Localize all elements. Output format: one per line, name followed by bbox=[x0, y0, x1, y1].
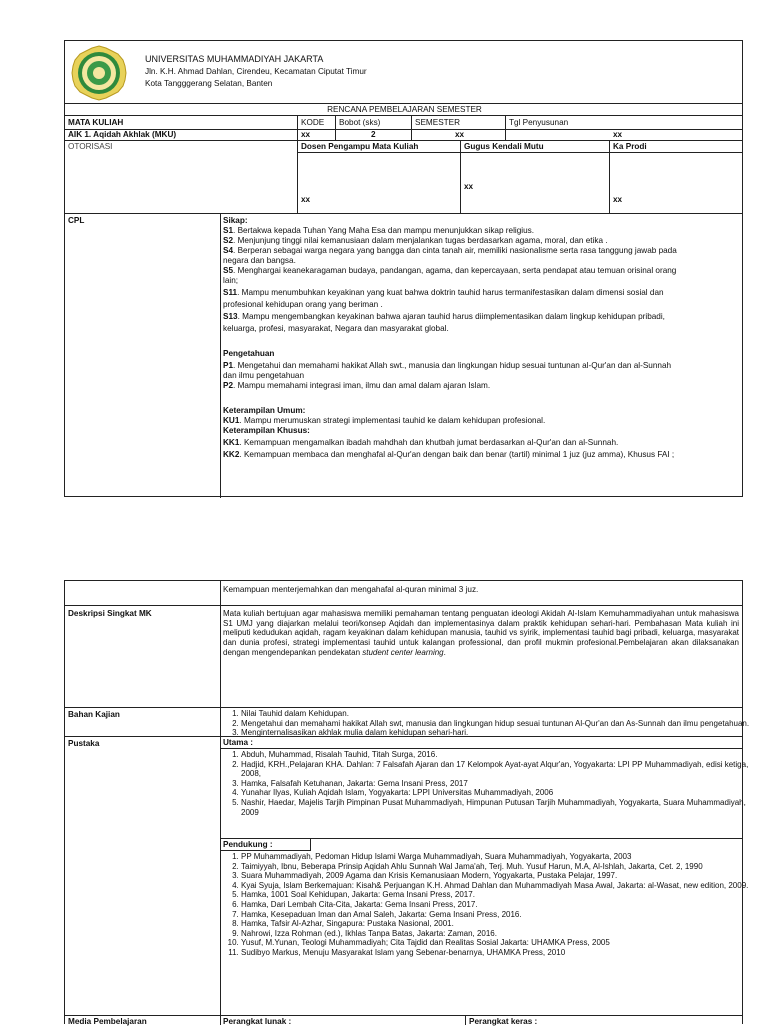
bahan-kajian-item: 2. Mengetahui dan memahami hakikat Allah swt, manusia dan lingkungan hidup sesuai tuntunan Al-Qur'an dan As-Sunnah dan ilmu pengetahuan. bbox=[241, 719, 757, 729]
pustaka-utama-item: 4. Yunahar Ilyas, Kuliah Aqidah Islam, Yogyakarta: LPPI Universitas Muhammadiyah, 2006 bbox=[241, 788, 757, 798]
pengetahuan-heading: Pengetahuan bbox=[223, 349, 275, 358]
cpl-s5: S5. Menghargai keanekaragaman budaya, pandangan, agama, dan kepercayaan, serta pendapat atau temuan orisinal orang bbox=[223, 266, 677, 275]
rps-title: RENCANA PEMBELAJARAN SEMESTER bbox=[327, 105, 482, 114]
pustaka-utama-item: 3. Hamka, Falsafah Ketuhanan, Jakarta: Gema Insani Press, 2017 bbox=[241, 779, 757, 789]
bahan-kajian-item: 3. Menginternalisasikan akhlak mulia dalam kehidupan sehari-hari. bbox=[241, 728, 757, 738]
bahan-kajian-list bbox=[223, 709, 757, 738]
university-name: UNIVERSITAS MUHAMMADIYAH JAKARTA bbox=[145, 54, 324, 64]
perangkat-keras-label: Perangkat keras : bbox=[469, 1017, 538, 1026]
deskripsi-label: Deskripsi Singkat MK bbox=[68, 609, 152, 618]
address-line-1: Jln. K.H. Ahmad Dahlan, Cirendeu, Kecamatan Ciputat Timur bbox=[145, 67, 367, 76]
pustaka-pendukung-item: 4. Kyai Syuja, Islam Berkemajuan: Kisah& Perjuangan K.H. Ahmad Dahlan dan Muhammadiyah Masa Awal, Jakarta: al-Wasat, new edition, 2009. bbox=[241, 881, 757, 891]
utama-list bbox=[223, 750, 757, 817]
cpl-kk2: KK2. Kemampuan membaca dan menghafal al-Qur'an dengan baik dan benar (tartil) minimal 1 juz (juz amma), Khusus FAI ; bbox=[223, 450, 675, 459]
cpl-s13: S13. Mampu mengembangkan keyakinan bahwa ajaran tauhid harus diimplementasikan dalam lingkup kehidupan pribadi, bbox=[223, 312, 665, 321]
pustaka-pendukung-item: 5. Hamka, 1001 Soal Kehidupan, Jakarta: Gema Insani Press, 2017. bbox=[241, 890, 757, 900]
rps-page-1 bbox=[64, 40, 743, 497]
university-logo bbox=[68, 45, 130, 101]
kaprodi-value: xx bbox=[613, 195, 623, 204]
cpl-p1-cont: dan ilmu pengetahuan bbox=[223, 371, 305, 380]
col-semester: SEMESTER bbox=[415, 118, 461, 127]
pustaka-pendukung-item: 11. Sudibyo Markus, Menuju Masyarakat Islam yang Sebenar-benarnya, UHAMKA Press, 2010 bbox=[241, 948, 757, 958]
dosen-label: Dosen Pengampu Mata Kuliah bbox=[301, 142, 419, 151]
pustaka-pendukung-item: 8. Hamka, Tafsir Al-Azhar, Singapura: Pustaka Nasional, 2001. bbox=[241, 919, 757, 929]
pustaka-pendukung-item: 1. PP Muhammadiyah, Pedoman Hidup Islami Warga Muhammadiyah, Suara Muhammadiyah, Yogyakarta, 2003 bbox=[241, 852, 757, 862]
address-line-2: Kota Tangggerang Selatan, Banten bbox=[145, 79, 273, 88]
cpl-p2: P2. Mampu memahami integrasi iman, ilmu dan amal dalam ajaran Islam. bbox=[223, 381, 491, 390]
kode-value: xx bbox=[301, 130, 311, 139]
media-label: Media Pembelajaran bbox=[68, 1017, 147, 1026]
cpl-s5-cont: lain; bbox=[223, 276, 239, 285]
pustaka-pendukung-item: 6. Hamka, Dari Lembah Cita-Cita, Jakarta: Gema Insani Press, 2017. bbox=[241, 900, 757, 910]
cpl-s4-cont: negara dan bangsa. bbox=[223, 256, 296, 265]
col-mata-kuliah: MATA KULIAH bbox=[68, 118, 124, 127]
bahan-kajian-item: 1. Nilai Tauhid dalam Kehidupan. bbox=[241, 709, 757, 719]
cpl-kk1: KK1. Kemampuan mengamalkan ibadah mahdhah dan khutbah jumat berdasarkan al-Qur'an dan al-Sunnah. bbox=[223, 438, 619, 447]
cpl-label: CPL bbox=[68, 216, 85, 225]
cpl-ku1: KU1. Mampu merumuskan strategi implementasi tauhid ke dalam kehidupan profesional. bbox=[223, 416, 546, 425]
pustaka-label: Pustaka bbox=[68, 739, 100, 748]
semester-value: xx bbox=[455, 130, 465, 139]
cpl-s13-cont: keluarga, profesi, masyarakat, Negara dan masyarakat global. bbox=[223, 324, 449, 333]
col-bobot: Bobot (sks) bbox=[339, 118, 381, 127]
gugus-label: Gugus Kendali Mutu bbox=[464, 142, 544, 151]
sikap-heading: Sikap: bbox=[223, 216, 248, 225]
bobot-value: 2 bbox=[371, 130, 376, 139]
kk-heading: Keterampilan Khusus: bbox=[223, 426, 310, 435]
gugus-value: xx bbox=[464, 182, 474, 191]
col-kode: KODE bbox=[301, 118, 325, 127]
kaprodi-label: Ka Prodi bbox=[613, 142, 647, 151]
cpl-p1: P1. Mengetahui dan memahami hakikat Allah swt., manusia dan lingkungan hidup sesuai tuntunan al-Qur'an dan al-Sunnah bbox=[223, 361, 672, 370]
pendukung-heading: Pendukung : bbox=[223, 840, 273, 849]
col-tgl: Tgl Penyusunan bbox=[509, 118, 569, 127]
cpl-s11: S11. Mampu menumbuhkan keyakinan yang kuat bahwa doktrin tauhid harus termanifestasikan dalam dimensi sosial dan bbox=[223, 288, 664, 297]
otorisasi-label: OTORISASI bbox=[68, 142, 113, 151]
perangkat-lunak-label: Perangkat lunak : bbox=[223, 1017, 292, 1026]
pustaka-pendukung-item: 2. Taimiyyah, Ibnu, Beberapa Prinsip Aqidah Ahlu Sunnah Wal Jama'ah, Terj. Muh. Yusuf Harun, M.A, Al-Ishlah, Jakarta, Cet. 2, 1990 bbox=[241, 862, 757, 872]
kk2-continuation: Kemampuan menterjemahkan dan mengahafal al-quran minimal 3 juz. bbox=[223, 585, 479, 594]
cpl-s2: S2. Menjunjung tinggi nilai kemanusiaan dalam menjalankan tugas berdasarkan agama, moral, dan etika . bbox=[223, 236, 608, 245]
cpl-s4: S4. Berperan sebagai warga negara yang bangga dan cinta tanah air, memiliki nasionalisme serta rasa tanggung jawab pada bbox=[223, 246, 677, 255]
dosen-value: xx bbox=[301, 195, 311, 204]
deskripsi-text: Mata kuliah bertujuan agar mahasiswa memiliki pemahaman tentang penguatan ideologi Akidah Al-Islam Kemuhammadiyahan untuk mahasiswa S1 UMJ yang diajarkan melalui teori/konsep Aqidah dan implementasinya dalam praktik kehidupan sehari-hari. Pembahasan Mata kuliah ini meliputi kedudukan aqidah, ragam keyakinan dalam kehidupan manusia, tauhid vs syirik, implementasi tauhid bagi pribadi, keluarga, masyarakat dan dunia profesi, strategi implementasi tauhid untuk kalangan professional, dan profil mukmin profesional.Pembelajaran akan dilaksanakan dengan mengendepankan pendekatan student center learning. bbox=[223, 609, 739, 657]
cpl-content bbox=[223, 216, 741, 460]
bahan-kajian-label: Bahan Kajian bbox=[68, 710, 120, 719]
pustaka-pendukung-item: 9. Nahrowi, Izza Rohman (ed.), Ikhlas Tanpa Batas, Jakarta: Zaman, 2016. bbox=[241, 929, 757, 939]
tgl-value: xx bbox=[613, 130, 623, 139]
rps-page-2 bbox=[64, 580, 750, 1026]
pustaka-pendukung-item: 7. Hamka, Kesepaduan Iman dan Amal Saleh, Jakarta: Gema Insani Press, 2016. bbox=[241, 910, 757, 920]
pendukung-list bbox=[223, 852, 757, 958]
ku-heading: Keterampilan Umum: bbox=[223, 406, 306, 415]
cpl-s1: S1. Bertakwa kepada Tuhan Yang Maha Esa dan mampu menunjukkan sikap religius. bbox=[223, 226, 535, 235]
pustaka-pendukung-item: 3. Suara Muhammadiyah, 2009 Agama dan Krisis Kemanusiaan Modern, Yogyakarta, Pustaka Pelajar, 1997. bbox=[241, 871, 757, 881]
cpl-s11-cont: profesional kehidupan orang yang beriman . bbox=[223, 300, 383, 309]
utama-heading: Utama : bbox=[223, 738, 254, 747]
pustaka-utama-item: 2. Hadjid, KRH.,Pelajaran KHA. Dahlan: 7 Falsafah Ajaran dan 17 Kelompok Ayat-ayat Alqur'an, Yogyakarta: LPI PP Muhammadiyah, edisi ketiga, 2008, bbox=[241, 760, 757, 779]
pustaka-pendukung-item: 10. Yusuf, M.Yunan, Teologi Muhammadiyah; Cita Tajdid dan Realitas Sosial Jakarta: UHAMKA Press, 2005 bbox=[241, 938, 757, 948]
pustaka-utama-item: 5. Nashir, Haedar, Majelis Tarjih Pimpinan Pusat Muhammadiyah, Himpunan Putusan Tarjih Muhammadiyah, Yogyakarta, Suara Muhammadiyah, 2009 bbox=[241, 798, 757, 817]
matkul-value: AIK 1. Aqidah Akhlak (MKU) bbox=[68, 130, 177, 139]
pustaka-utama-item: 1. Abduh, Muhammad, Risalah Tauhid, Titah Surga, 2016. bbox=[241, 750, 757, 760]
